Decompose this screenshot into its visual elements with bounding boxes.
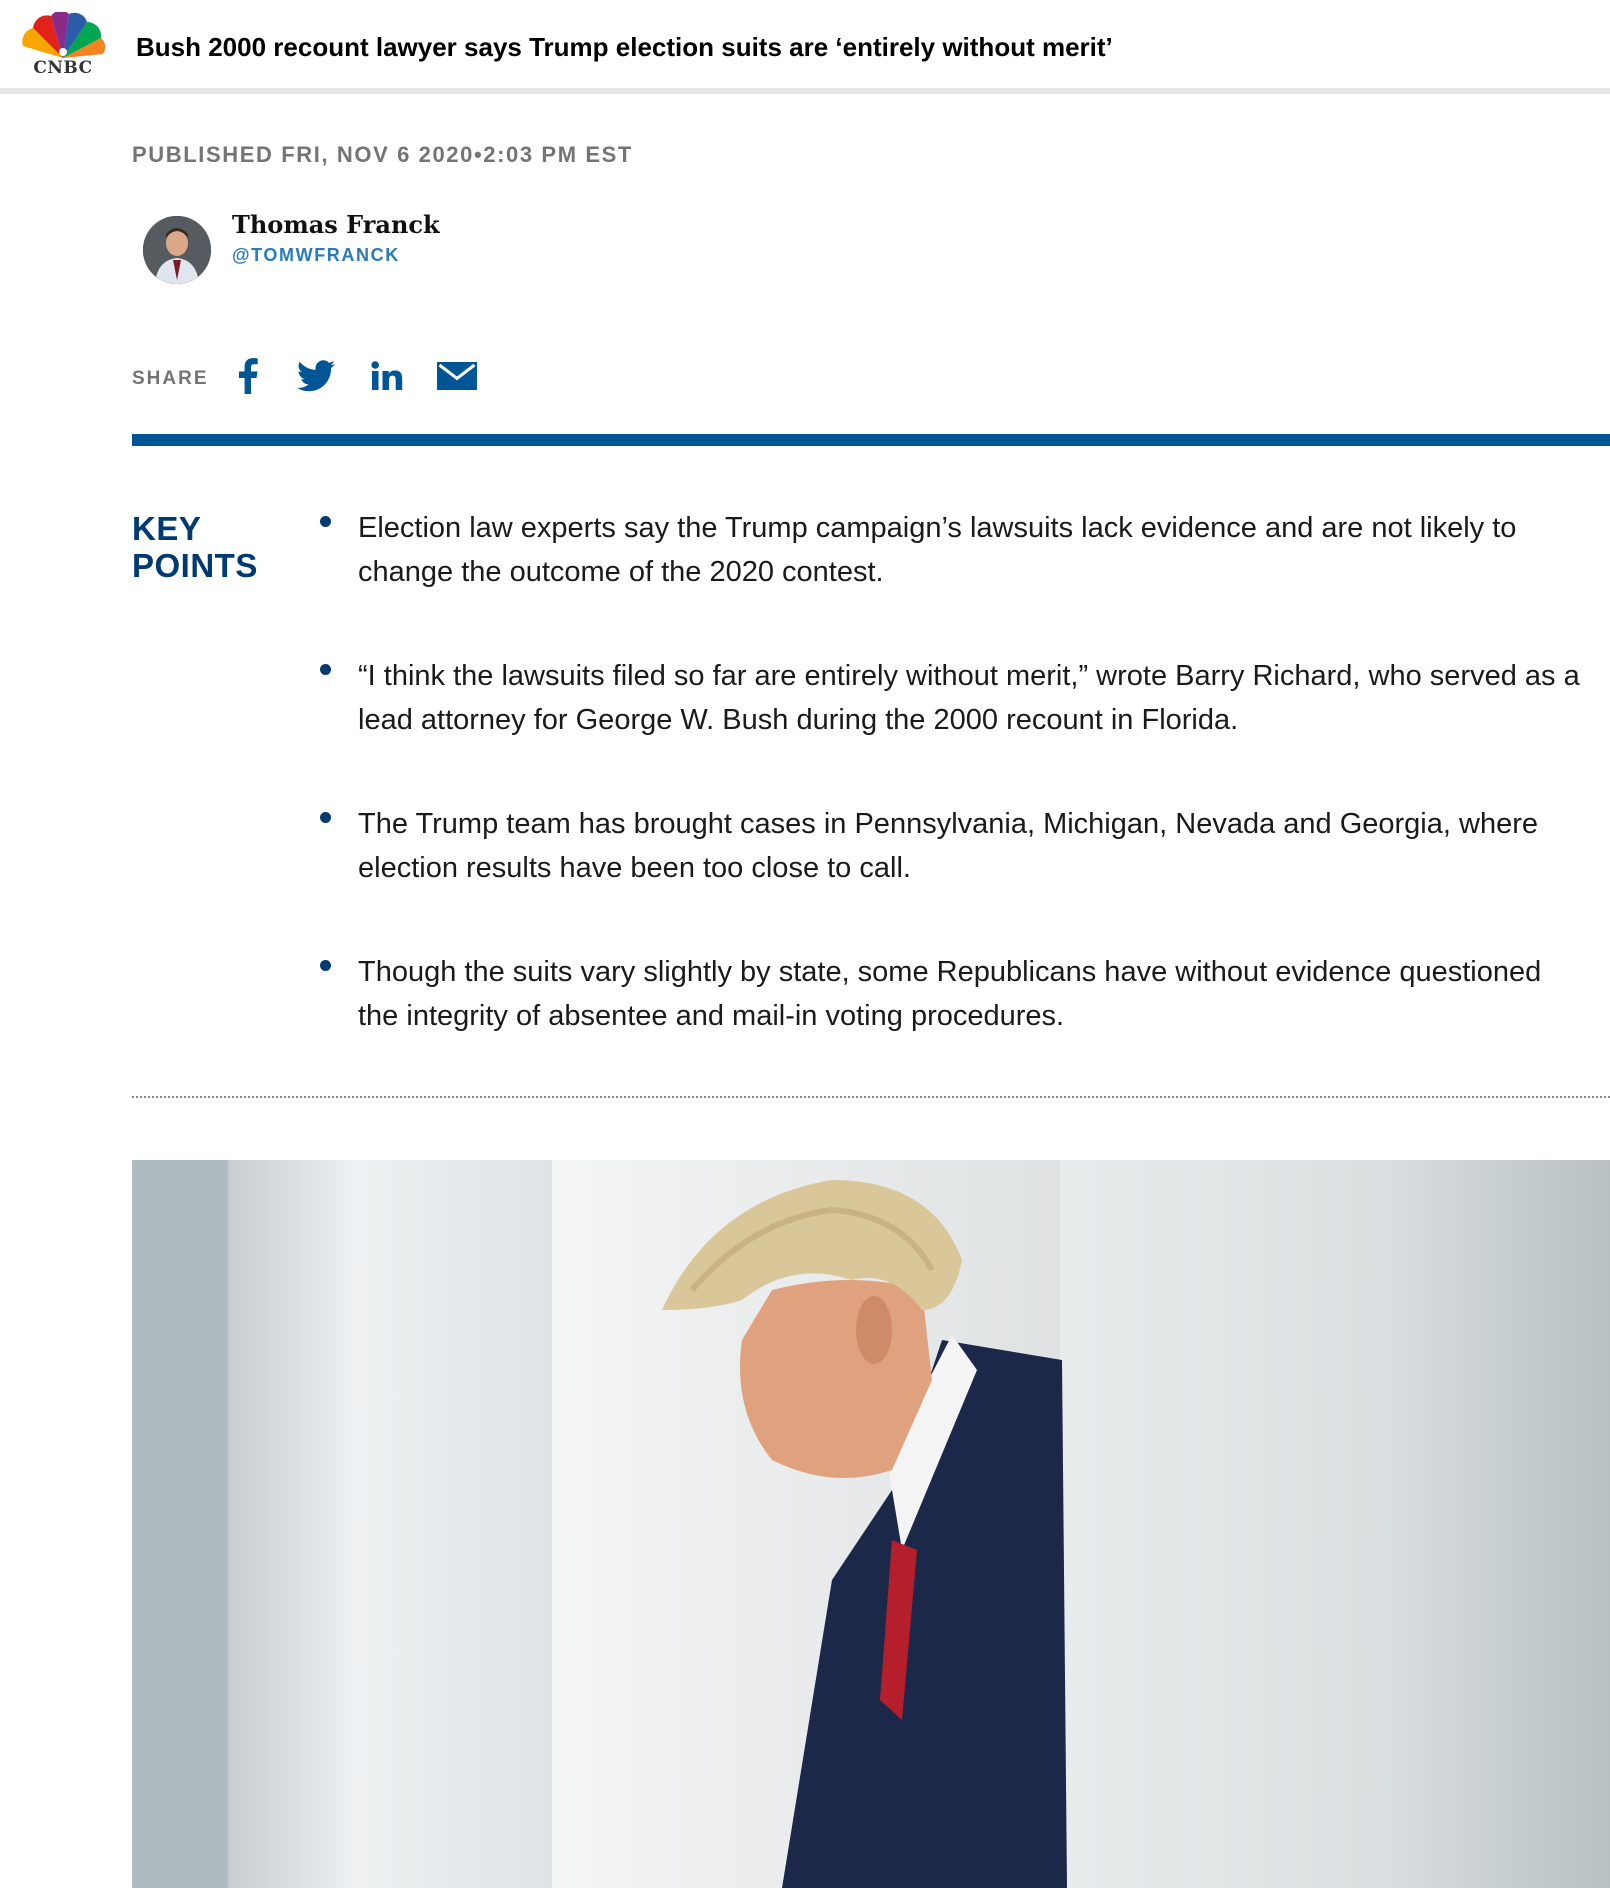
linkedin-icon[interactable] — [370, 356, 404, 396]
facebook-icon[interactable] — [234, 356, 262, 396]
key-point-item — [318, 654, 1588, 742]
logo-wordmark: CNBC — [33, 58, 93, 78]
bullet-icon — [320, 812, 331, 823]
cnbc-logo[interactable] — [20, 12, 106, 76]
author-avatar[interactable] — [143, 216, 211, 284]
key-point-text: The Trump team has brought cases in Pennsylvania, Michigan, Nevada and Georgia, where election results have been too close to call. — [358, 808, 1538, 884]
bullet-icon — [320, 516, 331, 527]
email-icon[interactable] — [436, 356, 478, 396]
bullet-icon — [320, 960, 331, 971]
author-twitter-handle[interactable]: @TOMWFRANCK — [232, 245, 400, 265]
twitter-icon[interactable] — [296, 356, 336, 396]
page-headline: Bush 2000 recount lawyer says Trump election suits are ‘entirely without merit’ — [136, 32, 1113, 62]
dotted-divider — [132, 1096, 1610, 1098]
bullet-icon — [320, 664, 331, 675]
key-point-item — [318, 802, 1588, 890]
section-divider — [132, 434, 1610, 446]
top-bar — [0, 0, 1610, 94]
key-point-item — [318, 950, 1588, 1038]
key-point-text: Election law experts say the Trump campaign’s lawsuits lack evidence and are not likely to change the outcome of the 2020 contest. — [358, 512, 1517, 588]
key-point-text: Though the suits vary slightly by state, some Republicans have without evidence questioned the integrity of absentee and mail-in voting procedures. — [358, 956, 1542, 1032]
key-points-list — [318, 506, 1588, 1098]
peacock-icon — [20, 12, 106, 60]
key-point-text: “I think the lawsuits filed so far are entirely without merit,” wrote Barry Richard, who served as a lead attorney for George W. Bush during the 2000 recount in Florida. — [358, 660, 1580, 736]
published-timestamp: PUBLISHED FRI, NOV 6 2020•2:03 PM EST — [132, 142, 633, 167]
key-point-item — [318, 506, 1588, 594]
key-points-title: KEY POINTS — [132, 510, 258, 584]
author-name-link[interactable]: Thomas Franck — [232, 210, 440, 239]
article-hero-image[interactable] — [132, 1160, 1610, 1888]
share-label: SHARE — [132, 368, 209, 389]
